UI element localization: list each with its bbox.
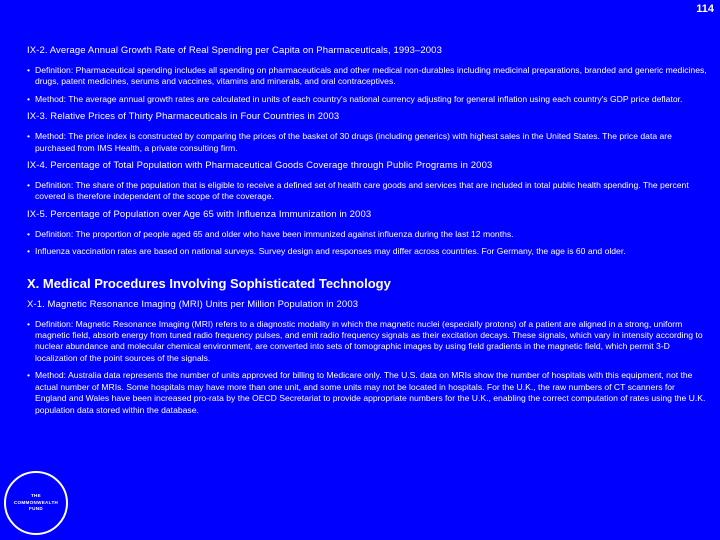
bullet-item xyxy=(27,229,707,240)
section-ix-5 xyxy=(27,209,707,258)
bullet-text: • Method: Australia data represents the number of units approved for billing to Medicare only. The U.S. data on MRIs show the number of hospitals with this equipment, not the actual number of MRIs. Some hospitals may have more than one unit, and some units may not be located in hospitals. For the U.K., the raw numbers of CT scanners for England and Wales have been increased pro-rata by the OECD Secretariat to provide appropriate numbers for the U.K., enabling the correct computation of rates using the U.K. population data stored within the database. xyxy=(35,370,706,415)
section-ix-3 xyxy=(27,111,707,154)
section-ix-4 xyxy=(27,160,707,203)
logo-line: COMMONWEALTH xyxy=(13,499,59,505)
section-heading: IX-5. Percentage of Population over Age 65 with Influenza Immunization in 2003 xyxy=(27,208,372,220)
bullet-item xyxy=(27,65,707,88)
chapter-title: X. Medical Procedures Involving Sophisticated Technology xyxy=(27,275,391,291)
bullet-text: • Definition: Pharmaceutical spending includes all spending on pharmaceuticals and other medical non-durables including medicinal preparations, branded and generic medicines, drugs, patent medicines, serums and vaccines, vitamins and minerals, and oral contraceptives. xyxy=(35,65,707,87)
section-heading: IX-4. Percentage of Total Population with Pharmaceutical Goods Coverage through Public Programs in 2003 xyxy=(27,160,493,172)
bullet-text: • Definition: The share of the population that is eligible to receive a defined set of health care goods and services that are included in total public health spending. The percent covered is therefore independent of the scope of the coverage. xyxy=(35,180,689,202)
logo-line: FUND xyxy=(29,506,43,512)
section-heading: IX-2. Average Annual Growth Rate of Real Spending per Capita on Pharmaceuticals, 1993–2003 xyxy=(27,45,442,56)
bullet-item xyxy=(27,370,707,416)
logo-line: THE xyxy=(30,493,42,499)
commonwealth-fund-logo xyxy=(4,471,68,535)
bullet-item xyxy=(27,131,707,154)
bullet-text: • Method: The price index is constructed by comparing the prices of the basket of 30 drugs (including generics) with highest sales in the United States. The price data are purchased from IMS Health, a private consulting firm. xyxy=(35,131,672,153)
bullet-item xyxy=(27,246,707,257)
section-ix-2 xyxy=(27,45,707,105)
bullet-item xyxy=(27,94,707,105)
section-heading: IX-3. Relative Prices of Thirty Pharmaceuticals in Four Countries in 2003 xyxy=(27,111,340,123)
section-x-1 xyxy=(27,299,707,416)
bullet-text: • Definition: Magnetic Resonance Imaging (MRI) refers to a diagnostic modality in which the magnetic nuclei (especially protons) of a patient are aligned in a strong, uniform magnetic field, absorb energy from tuned radio frequency pulses, and emit radio frequency signals as their excitation decays. These signals, which vary in intensity according to nuclear abundance and molecular chemical environment, are converted into sets of tomographic images by using field gradients in the magnetic field, which permit 3-D localization of the point sources of the signals. xyxy=(35,318,703,363)
bullet-item xyxy=(27,180,707,203)
bullet-text: • Influenza vaccination rates are based on national surveys. Survey design and responses may differ across countries. For Germany, the age is 60 and older. xyxy=(35,246,626,257)
page-number: 114 xyxy=(696,3,714,15)
bullet-text: • Definition: The proportion of people aged 65 and older who have been immunized against influenza during the last 12 months. xyxy=(35,228,514,239)
bullet-item xyxy=(27,319,707,365)
bullet-text: • Method: The average annual growth rates are calculated in units of each country's national currency adjusting for general inflation using each country's GDP price deflator. xyxy=(35,93,683,104)
document-body xyxy=(27,45,707,422)
section-heading: X-1. Magnetic Resonance Imaging (MRI) Units per Million Population in 2003 xyxy=(27,298,359,310)
